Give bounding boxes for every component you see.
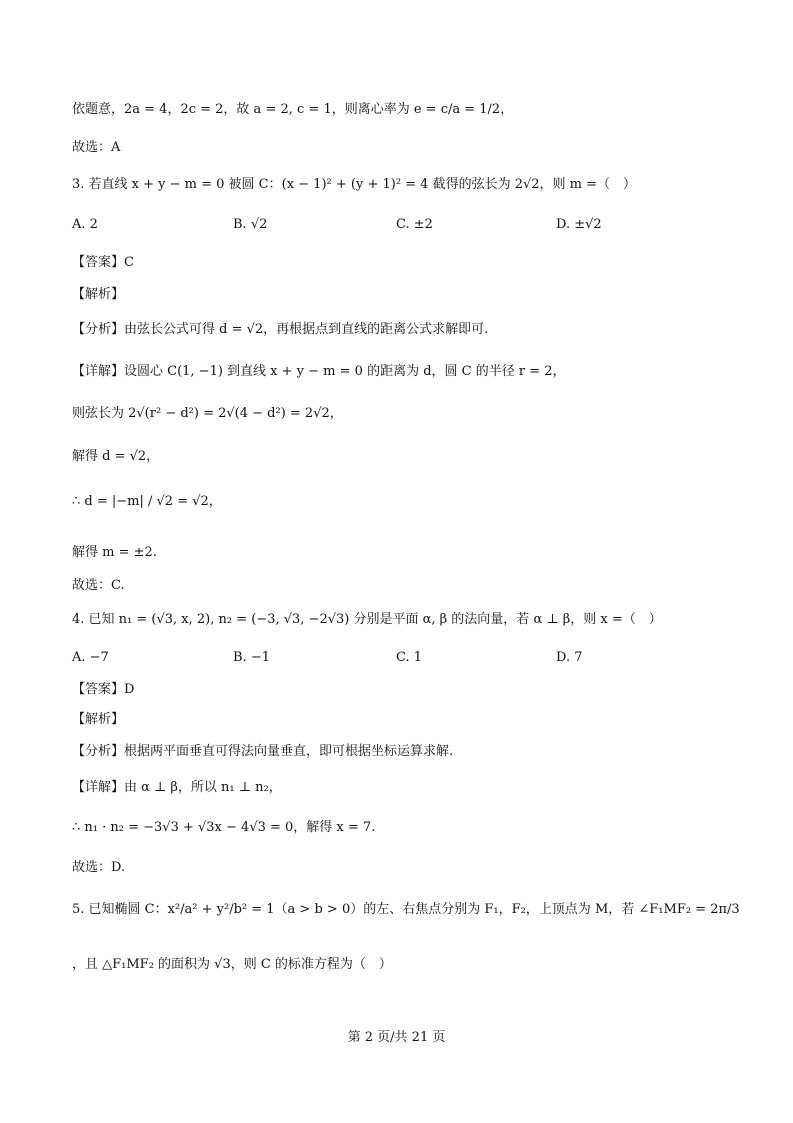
- option-b: B. √2: [233, 217, 268, 232]
- answer-label: 【答案】D: [72, 682, 135, 697]
- question-5-cont: ，且 △F₁MF₂ 的面积为 √3，则 C 的标准方程为（ ）: [72, 957, 392, 972]
- option-c: C. ±2: [396, 217, 433, 232]
- answer-label: 【答案】C: [72, 255, 134, 270]
- option-b: B. −1: [233, 650, 270, 665]
- option-a: A. 2: [72, 217, 98, 232]
- step-line: ∴ n₁ · n₂ = −3√3 + √3x − 4√3 = 0，解得 x = 7.: [72, 820, 376, 835]
- page-footer: 第 2 页/共 21 页: [347, 1030, 446, 1045]
- step-line: 则弦长为 2√(r² − d²) = 2√(4 − d²) = 2√2，: [72, 406, 343, 421]
- detail-text: 【详解】由 α ⊥ β，所以 n₁ ⊥ n₂，: [72, 780, 282, 795]
- analysis-text: 【分析】根据两平面垂直可得法向量垂直，即可根据坐标运算求解.: [72, 744, 454, 759]
- analysis-label: 【解析】: [72, 287, 125, 302]
- text-line: 故选：A: [72, 140, 121, 155]
- text-line: 依题意，2a = 4，2c = 2，故 a = 2, c = 1，则离心率为 e = c/a = 1/2，: [72, 102, 514, 117]
- step-line: ∴ d = |−m| / √2 = √2，: [72, 494, 222, 509]
- analysis-text: 【分析】由弦长公式可得 d = √2，再根据点到直线的距离公式求解即可.: [72, 322, 489, 337]
- step-line: 故选：C.: [72, 578, 125, 593]
- step-line: 解得 d = √2，: [72, 449, 160, 464]
- option-d: D. 7: [556, 650, 583, 665]
- option-a: A. −7: [72, 650, 109, 665]
- analysis-label: 【解析】: [72, 712, 125, 727]
- question-3: 3. 若直线 x + y − m = 0 被圆 C：(x − 1)² + (y + 1)² = 4 截得的弦长为 2√2，则 m =（ ）: [72, 177, 637, 192]
- question-4: 4. 已知 n₁ = (√3, x, 2), n₂ = (−3, √3, −2√3) 分别是平面 α, β 的法向量，若 α ⊥ β，则 x =（ ）: [72, 612, 662, 627]
- step-line: 故选：D.: [72, 860, 126, 875]
- step-line: 解得 m = ±2.: [72, 545, 157, 560]
- detail-text: 【详解】设圆心 C(1, −1) 到直线 x + y − m = 0 的距离为 d，圆 C 的半径 r = 2，: [72, 364, 566, 379]
- question-5: 5. 已知椭圆 C：x²/a² + y²/b² = 1（a > b > 0）的左、右焦点分别为 F₁，F₂，上顶点为 M，若 ∠F₁MF₂ = 2π/3: [72, 902, 740, 917]
- option-d: D. ±√2: [556, 217, 602, 232]
- option-c: C. 1: [396, 650, 423, 665]
